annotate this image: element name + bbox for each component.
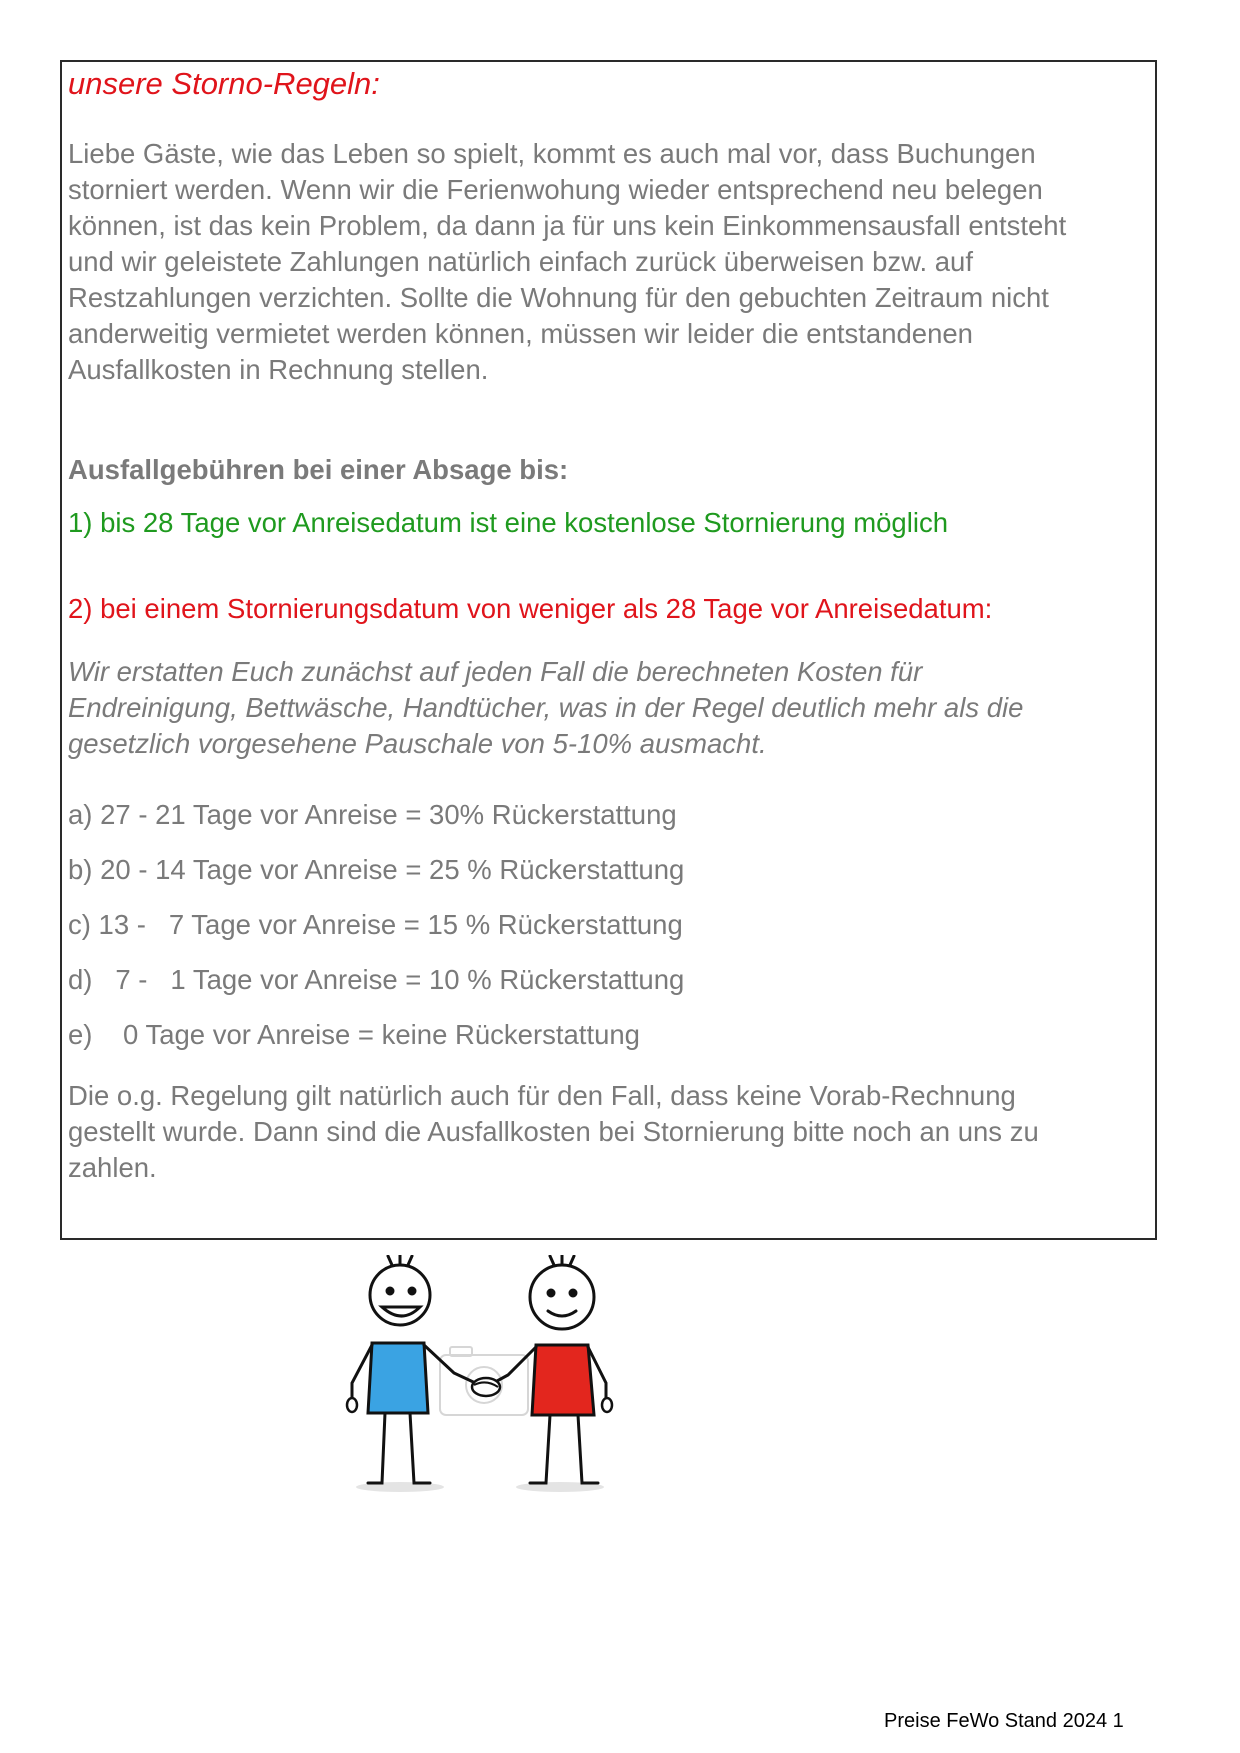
note-line: Endreinigung, Bettwäsche, Handtücher, was in der Regel deutlich mehr als die [68, 692, 1024, 723]
refund-item: e) 0 Tage vor Anreise = keine Rückerstattung [68, 1019, 640, 1050]
closing-line: gestellt wurde. Dann sind die Ausfallkosten bei Stornierung bitte noch an uns zu [68, 1116, 1039, 1147]
late-cancellation-note [68, 654, 1023, 762]
refund-item: d) 7 - 1 Tage vor Anreise = 10 % Rückerstattung [68, 964, 685, 995]
note-line: Wir erstatten Euch zunächst auf jeden Fall die berechneten Kosten für [68, 656, 923, 687]
storno-rules-box [60, 60, 1157, 1240]
handshake-illustration [340, 1255, 640, 1500]
refund-list [68, 797, 684, 1072]
intro-line: Restzahlungen verzichten. Sollte die Wohnung für den gebuchten Zeitraum nicht [68, 282, 1049, 313]
refund-item: a) 27 - 21 Tage vor Anreise = 30% Rückerstattung [68, 799, 677, 830]
section-title: unsere Storno-Regeln: [68, 66, 380, 101]
closing-paragraph [68, 1078, 1039, 1186]
intro-line: Ausfallkosten in Rechnung stellen. [68, 354, 489, 385]
intro-line: storniert werden. Wenn wir die Ferienwohung wieder entsprechend neu belegen [68, 174, 1043, 205]
rule-free-cancellation: 1) bis 28 Tage vor Anreisedatum ist eine kostenlose Stornierung möglich [68, 507, 948, 538]
intro-line: und wir geleistete Zahlungen natürlich einfach zurück überweisen bzw. auf [68, 246, 973, 277]
closing-line: Die o.g. Regelung gilt natürlich auch für den Fall, dass keine Vorab-Rechnung [68, 1080, 1016, 1111]
fees-subheading: Ausfallgebühren bei einer Absage bis: [68, 454, 569, 485]
refund-item: c) 13 - 7 Tage vor Anreise = 15 % Rückerstattung [68, 909, 683, 940]
intro-line: Liebe Gäste, wie das Leben so spielt, kommt es auch mal vor, dass Buchungen [68, 138, 1036, 169]
refund-item: b) 20 - 14 Tage vor Anreise = 25 % Rückerstattung [68, 854, 685, 885]
closing-line: zahlen. [68, 1152, 157, 1183]
intro-line: anderweitig vermietet werden können, müssen wir leider die entstandenen [68, 318, 973, 349]
rule-late-cancellation: 2) bei einem Stornierungsdatum von weniger als 28 Tage vor Anreisedatum: [68, 593, 993, 624]
intro-paragraph [68, 136, 1148, 388]
intro-line: können, ist das kein Problem, da dann ja für uns kein Einkommensausfall entsteht [68, 210, 1067, 241]
note-line: gesetzlich vorgesehene Pauschale von 5-10% ausmacht. [68, 728, 767, 759]
page-footer: Preise FeWo Stand 2024 1 [884, 1710, 1124, 1732]
